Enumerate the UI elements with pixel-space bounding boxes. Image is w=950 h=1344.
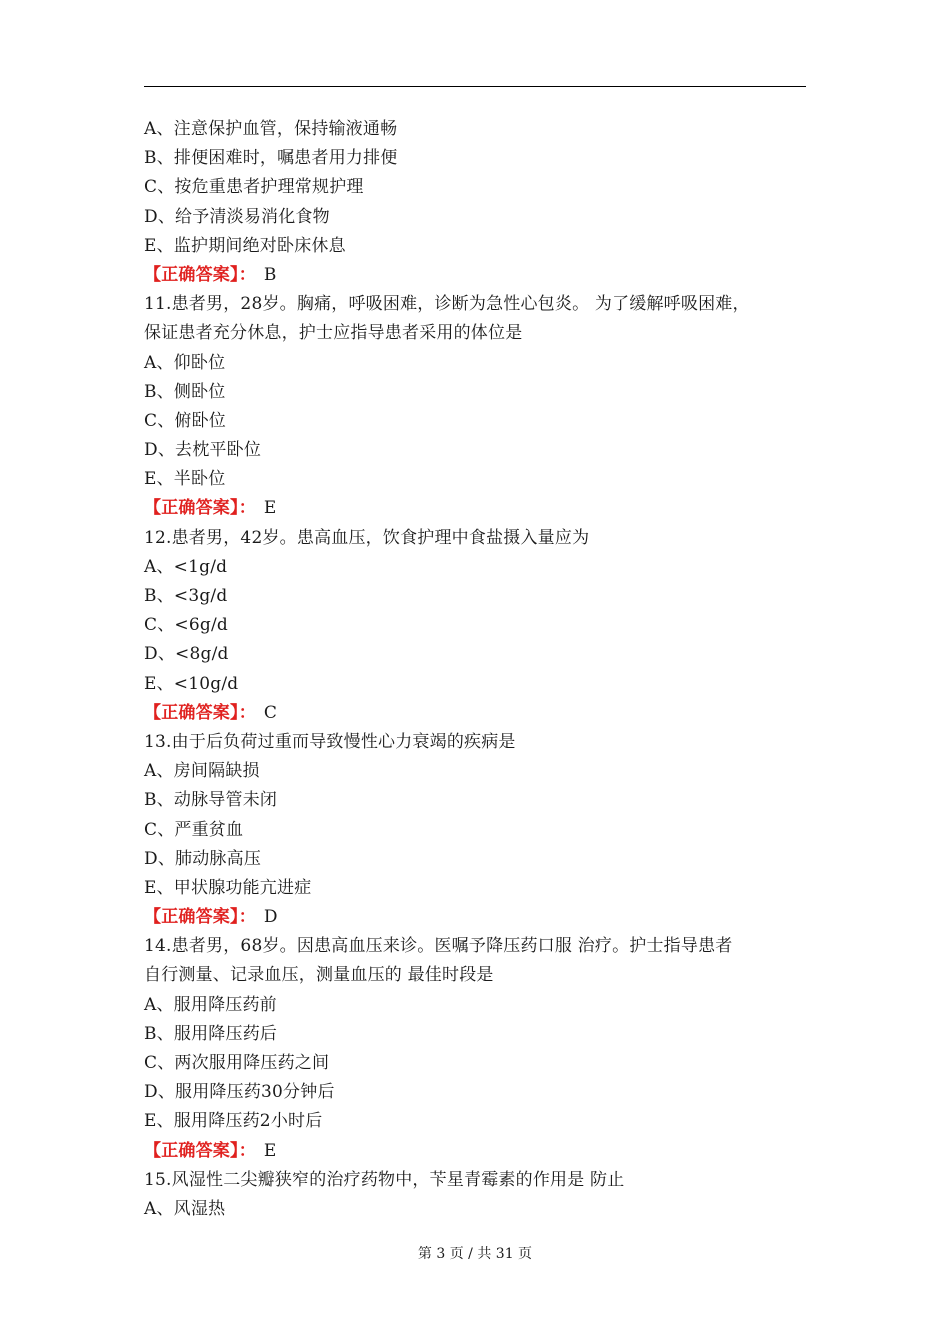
option-text: E、甲状腺功能亢进症: [144, 877, 312, 898]
question-text: 保证患者充分休息，护士应指导患者采用的体位是: [144, 323, 523, 344]
option-text: B、动脉导管未闭: [144, 790, 278, 811]
question-text: 12.患者男，42岁。患高血压，饮食护理中食盐摄入量应为: [144, 527, 590, 548]
answer-colon: ：: [238, 1140, 256, 1161]
header-rule: [144, 86, 806, 87]
option-text: C、俯卧位: [144, 410, 227, 431]
question-text: 13.由于后负荷过重而导致慢性心力衰竭的疾病是: [144, 731, 516, 752]
option-text: A、风湿热: [144, 1198, 226, 1219]
option-text: C、两次服用降压药之间: [144, 1053, 330, 1073]
answer-value: C: [263, 702, 278, 723]
answer-line: [144, 699, 814, 728]
answer-colon: ：: [238, 907, 256, 928]
answer-label: 【正确答案】: [144, 264, 239, 285]
answer-value: E: [263, 498, 277, 519]
answer-line: [144, 1137, 814, 1166]
option-text: A、服用降压药前: [144, 994, 277, 1015]
option-text: D、去枕平卧位: [144, 440, 262, 461]
option-text: D、肺动脉高压: [144, 848, 262, 869]
answer-label: 【正确答案】: [144, 702, 239, 723]
answer-line: [144, 903, 814, 932]
document-body: [144, 115, 814, 1224]
answer-label: 【正确答案】: [144, 907, 239, 928]
option-text: E、服用降压药2小时后: [144, 1111, 323, 1132]
answer-colon: ：: [238, 498, 256, 519]
question-text: 14.患者男，68岁。因患高血压来诊。医嘱予降压药口服 治疗。护士指导患者: [144, 936, 733, 957]
option-text: D、给予清淡易消化食物: [144, 206, 330, 227]
answer-value: D: [263, 907, 278, 928]
answer-label: 【正确答案】: [144, 1140, 239, 1161]
page-footer: 第 3 页 / 共 31 页: [417, 1246, 533, 1262]
option-text: E、<10g/d: [144, 673, 239, 694]
answer-label: 【正确答案】: [144, 498, 239, 519]
option-text: D、<8g/d: [144, 644, 229, 665]
answer-colon: ：: [238, 702, 256, 723]
option-text: C、<6g/d: [144, 615, 228, 636]
option-text: E、监护期间绝对卧床休息: [144, 235, 346, 256]
question-text: 11.患者男，28岁。胸痛，呼吸困难，诊断为急性心包炎。 为了缓解呼吸困难，: [144, 294, 750, 315]
answer-value: E: [263, 1140, 277, 1161]
option-text: C、严重贫血: [144, 819, 244, 840]
answer-line: [144, 494, 814, 523]
option-text: B、排便困难时，嘱患者用力排便: [144, 148, 398, 169]
option-text: A、房间隔缺损: [144, 761, 260, 782]
option-text: A、<1g/d: [144, 556, 228, 577]
answer-value: B: [263, 264, 277, 285]
option-text: A、注意保护血管，保持输液通畅: [144, 119, 398, 139]
option-text: A、仰卧位: [144, 352, 226, 373]
answer-line: [144, 261, 814, 290]
question-text: 自行测量、记录血压，测量血压的 最佳时段是: [144, 965, 494, 986]
option-text: C、按危重患者护理常规护理: [144, 177, 364, 198]
option-text: B、<3g/d: [144, 586, 228, 606]
option-text: B、服用降压药后: [144, 1023, 278, 1044]
question-text: 15.风湿性二尖瓣狭窄的治疗药物中，苄星青霉素的作用是 防止: [144, 1169, 625, 1190]
option-text: B、侧卧位: [144, 381, 226, 402]
answer-colon: ：: [238, 264, 256, 285]
option-text: E、半卧位: [144, 469, 226, 490]
option-text: D、服用降压药30分钟后: [144, 1082, 335, 1103]
